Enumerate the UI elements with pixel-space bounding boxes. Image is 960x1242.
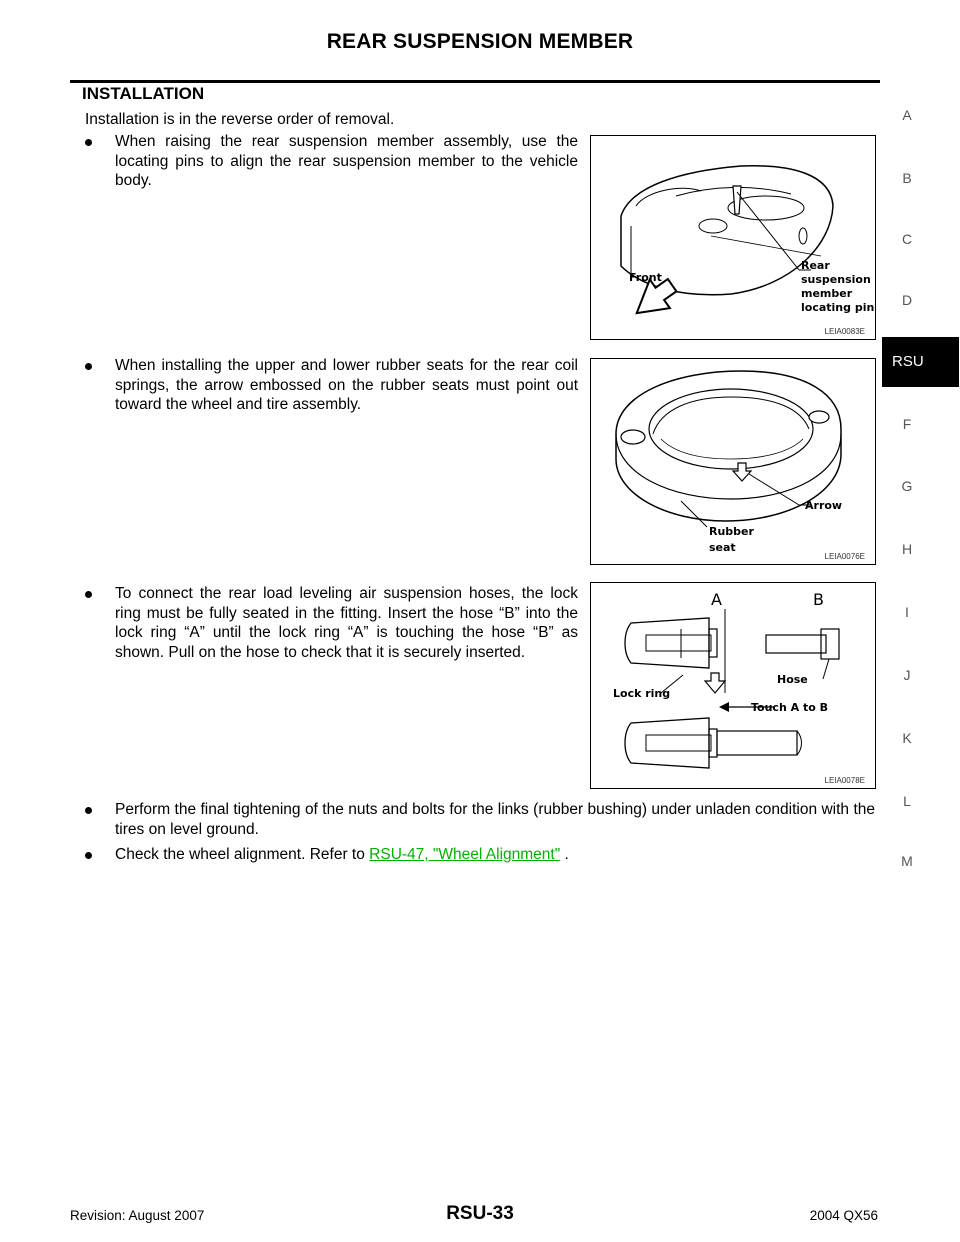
bullet-locating-pins	[85, 132, 578, 191]
section-tab-d[interactable]: D	[901, 292, 913, 308]
hose-lock-ring-illustration	[591, 583, 874, 787]
section-tab-c[interactable]: C	[901, 231, 913, 247]
bullet-text: Check the wheel alignment. Refer to RSU-47, "Wheel Alignment" .	[115, 846, 569, 863]
figure-code: LEIA0083E	[824, 327, 865, 336]
figure-code: LEIA0076E	[824, 552, 865, 561]
section-tab-a[interactable]: A	[902, 107, 912, 123]
svg-text:Arrow: Arrow	[805, 499, 843, 512]
svg-text:B: B	[813, 590, 824, 609]
section-tab-rsu-active[interactable]: RSU	[882, 337, 959, 387]
svg-text:locating pin: locating pin	[801, 301, 874, 314]
section-tab-l[interactable]: L	[903, 793, 911, 809]
section-tab-b[interactable]: B	[902, 170, 912, 186]
svg-text:Front: Front	[629, 271, 662, 284]
bullet-text: To connect the rear load leveling air suspension hoses, the lock ring must be fully seated in the fitting. Insert the hose “B” into the lock ring “A” until the lock ring “A” is touching the hose “B” as shown. Pull on the hose to check that it is securely inserted.	[115, 585, 578, 661]
bullet-text: When raising the rear suspension member assembly, use the locating pins to align the rear suspension member to the vehicle body.	[115, 133, 578, 189]
svg-text:Rubber: Rubber	[709, 525, 754, 538]
section-tab-j[interactable]: J	[903, 667, 911, 683]
section-tab-k[interactable]: K	[902, 730, 912, 746]
bullet-dot	[85, 363, 92, 370]
figure-code: LEIA0078E	[824, 776, 865, 785]
section-tab-m[interactable]: M	[901, 853, 913, 869]
section-tab-h[interactable]: H	[901, 541, 913, 557]
svg-text:member: member	[801, 287, 853, 300]
footer-page-number: RSU-33	[446, 1203, 514, 1224]
footer-revision: Revision: August 2007	[70, 1208, 205, 1223]
figure-locating-pin	[590, 135, 876, 340]
bullet-hoses	[85, 584, 578, 662]
bullet-wheel-alignment	[85, 845, 875, 865]
intro-text: Installation is in the reverse order of removal.	[85, 111, 395, 128]
bullet-dot	[85, 139, 92, 146]
rubber-seat-illustration	[591, 359, 874, 563]
svg-text:Lock ring: Lock ring	[613, 687, 671, 700]
wheel-alignment-link[interactable]: RSU-47, "Wheel Alignment"	[369, 846, 561, 863]
section-tab-f[interactable]: F	[902, 416, 912, 432]
figure-rubber-seat	[590, 358, 876, 565]
section-tab-i[interactable]: I	[905, 604, 909, 620]
figure-hose-lock-ring	[590, 582, 876, 789]
bullet-dot	[85, 807, 92, 814]
bullet-dot	[85, 591, 92, 598]
svg-text:Rear: Rear	[801, 259, 830, 272]
svg-text:A: A	[711, 590, 722, 609]
bullet-text: When installing the upper and lower rubber seats for the rear coil springs, the arrow embossed on the rubber seats must point out toward the wheel and tire assembly.	[115, 357, 578, 413]
svg-text:suspension: suspension	[801, 273, 871, 286]
svg-text:seat: seat	[709, 541, 736, 554]
bullet-final-tightening	[85, 800, 875, 839]
locating-pin-illustration	[591, 136, 874, 338]
header-rule	[70, 80, 880, 83]
bullet-rubber-seats	[85, 356, 578, 415]
bullet-dot	[85, 852, 92, 859]
section-tab-g[interactable]: G	[901, 478, 913, 494]
svg-text:Touch A to B: Touch A to B	[751, 701, 828, 714]
footer-model: 2004 QX56	[809, 1208, 878, 1223]
svg-text:Hose: Hose	[777, 673, 808, 686]
bullet-text: Perform the final tightening of the nuts and bolts for the links (rubber bushing) under unladen condition with the tires on level ground.	[115, 801, 875, 838]
page-title: REAR SUSPENSION MEMBER	[326, 30, 634, 53]
section-title: INSTALLATION	[82, 84, 205, 103]
